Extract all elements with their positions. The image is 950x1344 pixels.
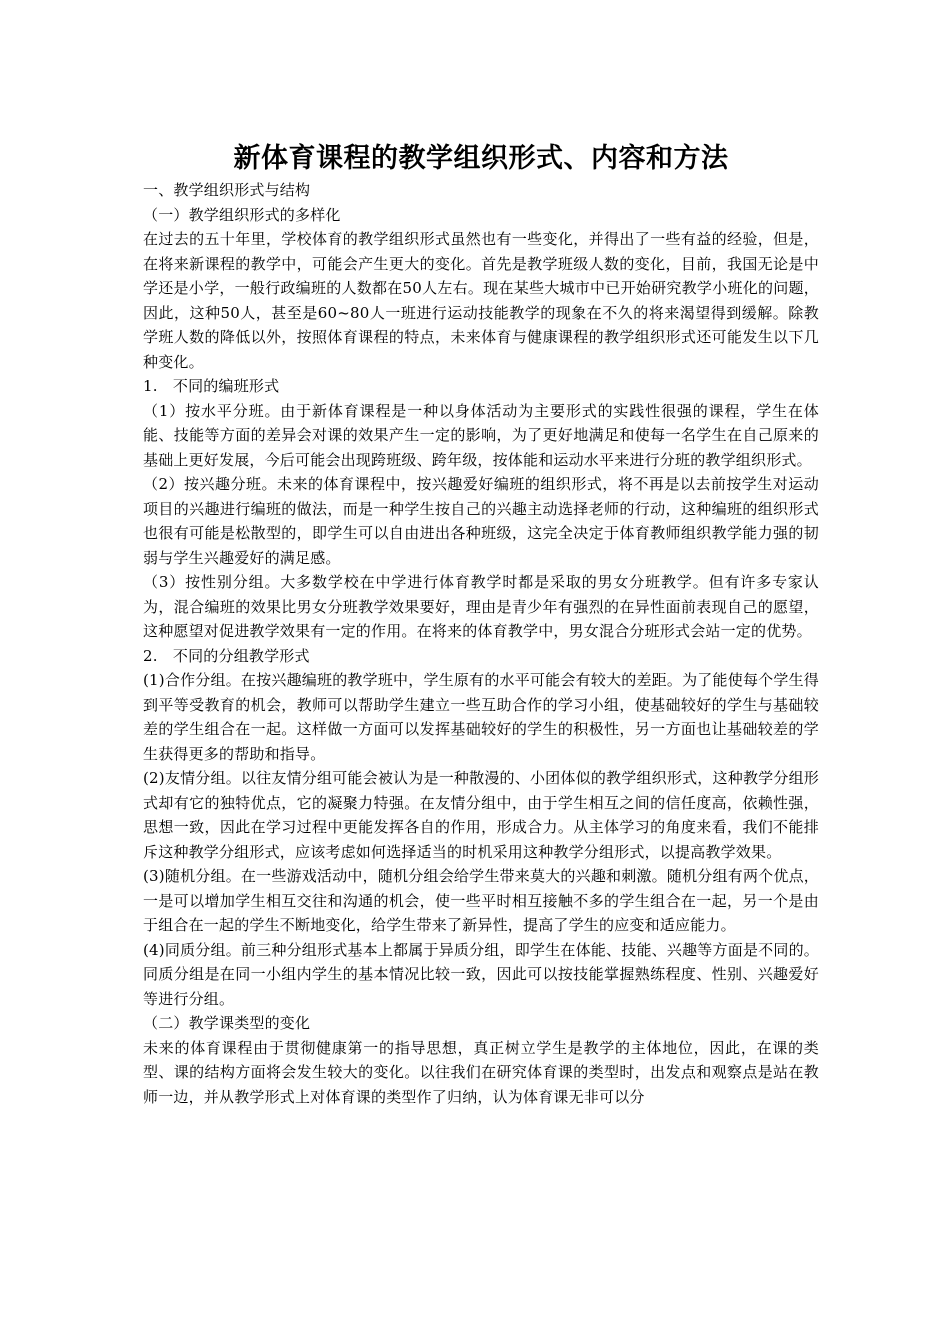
paragraph-class-level: （1）按水平分班。由于新体育课程是一种以身体活动为主要形式的实践性很强的课程，学生在体能、技能等方面的差异会对课的效果产生一定的影响，为了更好地满足和使每一名学生在自己原来的基础上更好发展，今后可能会出现跨班级、跨年级，按体能和运动水平来进行分班的教学组织形式。 bbox=[143, 401, 819, 469]
paragraph-class-gender: （3）按性别分组。大多数学校在中学进行体育教学时都是采取的男女分班教学。但有许多专家认为，混合编班的效果比男女分班教学效果要好，理由是青少年有强烈的在异性面前表现自己的愿望，这种愿望对促进教学效果有一定的作用。在将来的体育教学中，男女混合分班形式会站一定的优势。 bbox=[143, 573, 819, 640]
paragraph-lesson-types: 未来的体育课程由于贯彻健康第一的指导思想，真正树立学生是教学的主体地位，因此，在课的类型、课的结构方面将会发生较大的变化。以往我们在研究体育课的类型时，出发点和观察点是站在教师一边，并从教学形式上对体育课的类型作了归纳，认为体育课无非可以分 bbox=[143, 1038, 819, 1106]
document-page bbox=[143, 140, 819, 1109]
paragraph-group-cooperation: (1)合作分组。在按兴趣编班的教学班中，学生原有的水平可能会有较大的差距。为了能使每个学生得到平等受教育的机会，教师可以帮助学生建立一些互助合作的学习小组，使基础较好的学生与基础较差的学生组合在一起。这样做一方面可以发挥基础较好的学生的积极性，另一方面也让基础较差的学生获得更多的帮助和指导。 bbox=[143, 671, 819, 763]
subsection-heading-2: （二）教学课类型的变化 bbox=[143, 1014, 311, 1032]
section-heading-1: 一、教学组织形式与结构 bbox=[143, 181, 311, 199]
paragraph-class-interest: （2）按兴趣分班。未来的体育课程中，按兴趣爱好编班的组织形式，将不再是以去前按学生对运动项目的兴趣进行编班的做法，而是一种学生按自己的兴趣主动选择老师的行动，这种编班的组织形式也很有可能是松散型的，即学生可以自由进出各种班级，这完全决定于体育教师组织教学能力强的韧弱与学生兴趣爱好的满足感。 bbox=[143, 475, 819, 567]
subsection-heading-1: （一）教学组织形式的多样化 bbox=[143, 205, 341, 224]
document-title: 新体育课程的教学组织形式、内容和方法 bbox=[233, 143, 729, 174]
list-heading-1: 1. 不同的编班形式 bbox=[143, 377, 280, 395]
paragraph-group-random: (3)随机分组。在一些游戏活动中，随机分组会给学生带来莫大的兴趣和刺激。随机分组有两个优点，一是可以增加学生相互交往和沟通的机会，使一些平时相互接触不多的学生组合在一起，另一个是由于组合在一起的学生不断地变化，给学生带来了新异性，提高了学生的应变和适应能力。 bbox=[143, 867, 819, 934]
paragraph-group-friendship: (2)友情分组。以往友情分组可能会被认为是一种散漫的、小团体似的教学组织形式，这种教学分组形式却有它的独特优点，它的凝聚力特强。在友情分组中，由于学生相互之间的信任度高，依赖性强，思想一致，因此在学习过程中更能发挥各自的作用，形成合力。从主体学习的角度来看，我们不能排斥这种教学分组形式，应该考虑如何选择适当的时机采用这种教学分组形式，以提高教学效果。 bbox=[143, 769, 819, 861]
list-heading-2: 2. 不同的分组教学形式 bbox=[143, 646, 310, 665]
paragraph-intro: 在过去的五十年里，学校体育的教学组织形式虽然也有一些变化，并得出了一些有益的经验，但是，在将来新课程的教学中，可能会产生更大的变化。首先是教学班级人数的变化，目前，我国无论是中学还是小学，一般行政编班的人数都在50人左右。现在某些大城市中已开始研究教学小班化的问题，因此，这种50人，甚至是60~80人一班进行运动技能教学的现象在不久的将来渴望得到缓解。除教学班人数的降低以外，按照体育课程的特点，未来体育与健康课程的教学组织形式还可能发生以下几种变化。 bbox=[143, 230, 819, 371]
paragraph-group-homogeneous: (4)同质分组。前三种分组形式基本上都属于异质分组，即学生在体能、技能、兴趣等方面是不同的。同质分组是在同一小组内学生的基本情况比较一致，因此可以按技能掌握熟练程度、性别、兴趣爱好等进行分组。 bbox=[143, 940, 819, 1008]
